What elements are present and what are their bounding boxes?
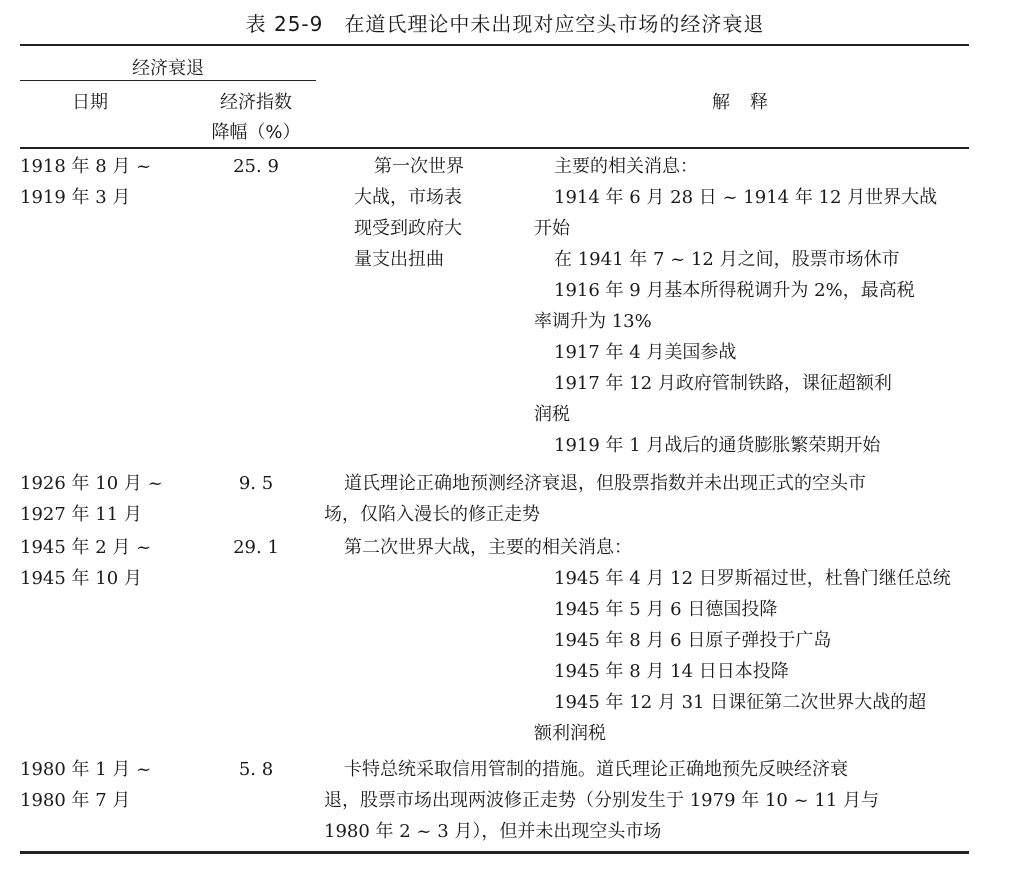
header-explanation: 解释 [712, 92, 788, 113]
header-date: 日期 [72, 92, 108, 113]
row-index-drop: 9. 5 [238, 473, 274, 494]
header-index-drop [196, 88, 316, 148]
explanation-line: 开始 [534, 218, 570, 239]
date-start: 1918 年 8 月 ~ [20, 156, 152, 177]
explanation-line: 主要的相关消息： [554, 156, 698, 177]
date-start: 1945 年 2 月 ~ [20, 537, 152, 558]
date-end: 1945 年 10 月 [20, 568, 142, 589]
explanation-line: 退，股票市场出现两波修正走势（分别发生于 1979 年 10 ~ 11 月与 [324, 790, 880, 811]
explanation-line: 1945 年 12 月 31 日课征第二次世界大战的超 [554, 692, 927, 713]
row-explanation [534, 151, 937, 461]
explanation-line: 在 1941 年 7 ~ 12 月之间，股票市场休市 [554, 249, 900, 270]
note-line: 现受到政府大 [354, 218, 462, 239]
explanation-line: 率调升为 13% [534, 311, 652, 332]
row-index-drop: 5. 8 [238, 759, 274, 780]
date-end: 1919 年 3 月 [20, 187, 131, 208]
date-end: 1927 年 11 月 [20, 504, 142, 525]
header-rule [20, 147, 969, 149]
explanation-line: 1945 年 5 月 6 日德国投降 [554, 599, 778, 620]
note-line: 第一次世界 [374, 156, 464, 177]
explanation-line: 卡特总统采取信用管制的措施。道氏理论正确地预先反映经济衰 [344, 759, 848, 780]
explanation-line: 1917 年 12 月政府管制铁路，课征超额利 [554, 373, 892, 394]
row-index-drop: 25. 9 [233, 156, 279, 177]
row-date [20, 468, 163, 530]
header-group-recession: 经济衰退 [132, 58, 204, 79]
explanation-line: 道氏理论正确地预测经济衰退，但股票指数并未出现正式的空头市 [344, 473, 866, 494]
table-title: 表 25-9 在道氏理论中未出现对应空头市场的经济衰退 [245, 12, 765, 36]
explanation-line: 1919 年 1 月战后的通货膨胀繁荣期开始 [554, 435, 881, 456]
row-explanation [534, 563, 951, 749]
explanation-line: 1916 年 9 月基本所得税调升为 2%，最高税 [554, 280, 915, 301]
row-explanation [324, 468, 866, 530]
row-explanation [324, 754, 879, 847]
row-date [20, 151, 151, 213]
row-date [20, 532, 151, 594]
row-index-drop: 29. 1 [233, 537, 279, 558]
group-underline [20, 80, 316, 81]
explanation-line: 1980 年 2 ~ 3 月），但并未出现空头市场 [324, 821, 662, 842]
row-explanation-lead: 第二次世界大战，主要的相关消息： [344, 537, 632, 558]
header-index-line2: 降幅（%） [211, 122, 301, 143]
explanation-line: 场，仅陷入漫长的修正走势 [324, 504, 540, 525]
explanation-line: 1917 年 4 月美国参战 [554, 342, 737, 363]
explanation-line: 1945 年 8 月 14 日日本投降 [554, 661, 789, 682]
note-line: 量支出扭曲 [354, 249, 444, 270]
date-end: 1980 年 7 月 [20, 790, 131, 811]
top-rule [20, 44, 969, 46]
bottom-rule [20, 851, 969, 854]
row-note [354, 151, 464, 275]
explanation-line: 1914 年 6 月 28 日 ~ 1914 年 12 月世界大战 [554, 187, 938, 208]
explanation-line: 1945 年 8 月 6 日原子弹投于广岛 [554, 630, 832, 651]
explanation-line: 额利润税 [534, 723, 606, 744]
row-date [20, 754, 151, 816]
date-start: 1926 年 10 月 ~ [20, 473, 163, 494]
explanation-line: 润税 [534, 404, 570, 425]
note-line: 大战，市场表 [354, 187, 462, 208]
date-start: 1980 年 1 月 ~ [20, 759, 152, 780]
explanation-line: 1945 年 4 月 12 日罗斯福过世，杜鲁门继任总统 [554, 568, 951, 589]
header-index-line1: 经济指数 [220, 92, 292, 113]
